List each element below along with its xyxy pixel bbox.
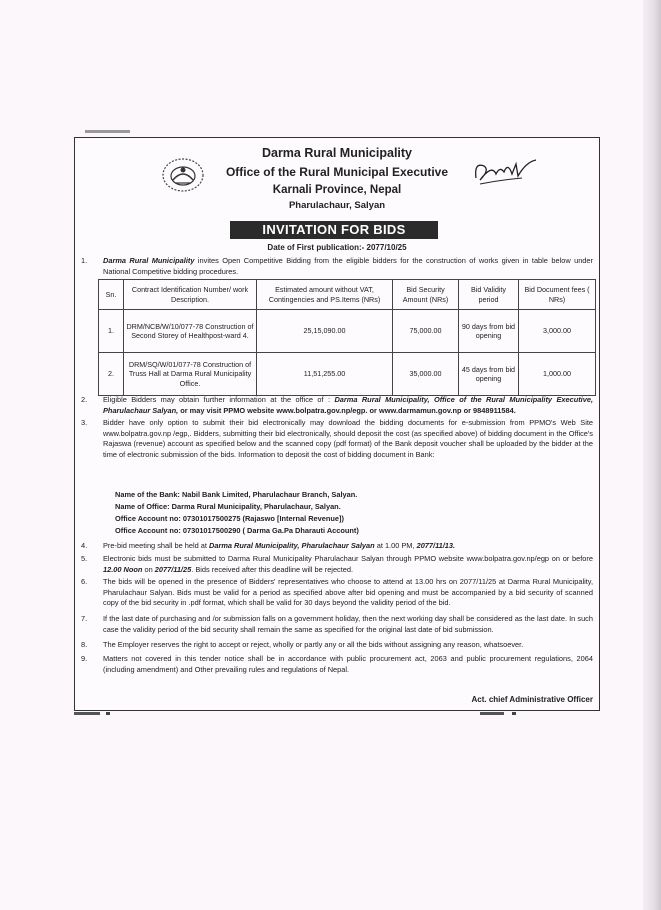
top-rule <box>85 130 130 133</box>
col-estimate: Estimated amount without VAT, Contingencies and PS.Items (NRs) <box>257 280 393 310</box>
col-validity: Bid Validity period <box>459 280 519 310</box>
col-sn: Sn. <box>99 280 124 310</box>
bottom-rule-right <box>480 712 504 715</box>
page-edge <box>643 0 661 910</box>
table-row: 2. DRM/SQ/W/01/077-78 Construction of Truss Hall at Darma Rural Municipality Office. 11,51,255.00 35,000.00 45 days from bid opening 1,000.00 <box>99 353 596 396</box>
office-name: Office of the Rural Municipal Executive <box>225 165 449 179</box>
col-security: Bid Security Amount (NRs) <box>393 280 459 310</box>
signatory-title: Act. chief Administrative Officer <box>471 695 593 704</box>
table-header-row <box>99 280 596 310</box>
invitation-banner: INVITATION FOR BIDS <box>230 221 438 239</box>
bottom-mark-right <box>512 712 516 715</box>
location-name: Pharulachaur, Salyan <box>288 200 386 211</box>
bid-notice: Darma Rural Municipality Office of the Rural Municipal Executive Karnali Province, Nepal Pharulachaur, Salyan INVITATION FOR BIDS Date of First publication:- 2077/10/25 1. Darma Rural Municipality invites Open Competitive Bidding from the eligible bidders for the construction of works given in table below under National Competitive bidding procedures. Sn. Contract Identification Number/ work Description. Estimated amount without VAT, Contingencies and PS.Items (NRs) Bid Security Amount (NRs) Bid Validity period Bid Document fees ( NRs) 1. DRM/NCB/W/10/077-78 Construction of Second Storey of Healthpost-ward 4. 25,15,090.00 75,000.00 90 days from bid opening 3,000.00 2. DRM/SQ/W/01/077-78 Construction of Truss Hall at Darma Rural Municipality Office. 11,51,255.00 35,000.00 45 days from bid opening 1,000.00 2. Eligible Bidders may obtain further information at the office of : Darma Rural Municipality, Office of the Rural Municipality Executive, Pharulachaur Salyan, or may visit PPMO website www.bolpatra.gov.np/egp. or www.darmamun.gov.np or 9848911584. 3. Bidder have only option to submit their bid electronically may download the bidding documents for e-submission from PPMO's Web Site www.bolpatra.gov.np /egp,. Bidders, submitting their bid electronically, should deposit the cost (as specified above) of bidding document in the Office's Rajaswa (revenue) account as specified below and the scanned copy (pdf format) of the Bank deposit voucher shall be uploaded by the bidder at the time of electronic submission of the bids. Information to deposit the cost of bidding document in Bank: Name of the Bank: Nabil Bank Limited, Pharulachaur Branch, Salyan. Name of Office: Darma Rural Municipality, Pharulachaur, Salyan. Office Account no: 07301017500275 (Rajaswo [Internal Revenue]) Office Account no: 07301017500290 ( Darma Ga.Pa Dharauti Account) 4. Pre-bid meeting shall be held at Darma Rural Municipality, Pharulachaur Salyan at 1.00 PM, 2077/11/13. 5. Electronic bids must be submitted to Darma Rural Municipality Pharulachaur Salyan through PPMO website www.bolpatra.gov.np/egp on or before 12.00 Noon on 2077/11/25. Bids received after this deadline will be rejected. 6. The bids will be opened in the presence of Bidders' representatives who choose to attend at 13.00 hrs on 2077/11/25 at Darma Rural Municipality, Pharulachaur Salyan. Bids must be valid for a period as specified above after bid opening and must be accompanied by a bid security of scanned copy of the bid security in .pdf format, which shall be valid for 30 days beyond the validity period of the bid. 7. If the last date of purchasing and /or submission falls on a government holiday, then the next working day shall be considered as the last date. In such case the validity period of the bid security shall remain the same as specified for the original last date of bid submission. 8. The Employer reserves the right to accept or reject, wholly or partly any or all the bids without assigning any reason, whatsoever. 9. Matters not covered in this tender notice shall be in accordance with public procurement act, 2063 and public procurement regulations, 2064 (including amendment) and Other prevailing rules and regulations of Nepal. Act. chief Administrative Officer <box>74 137 600 711</box>
province-name: Karnali Province, Nepal <box>272 184 402 196</box>
bank-office: Name of Office: Darma Rural Municipality, Pharulachaur, Salyan. <box>115 502 341 511</box>
municipality-name: Darma Rural Municipality <box>261 146 413 160</box>
publication-date: Date of First publication:- 2077/10/25 <box>267 243 407 252</box>
bank-account-2: Office Account no: 07301017500290 ( Darma Ga.Pa Dharauti Account) <box>115 526 359 535</box>
bank-name: Name of the Bank: Nabil Bank Limited, Pharulachaur Branch, Salyan. <box>115 490 358 499</box>
notice-header <box>75 144 599 211</box>
works-table <box>98 279 596 396</box>
table-row: 1. DRM/NCB/W/10/077-78 Construction of Second Storey of Healthpost-ward 4. 25,15,090.00 75,000.00 90 days from bid opening 3,000.00 <box>99 310 596 353</box>
bank-account-1: Office Account no: 07301017500275 (Rajaswo [Internal Revenue]) <box>115 514 344 523</box>
col-fees: Bid Document fees ( NRs) <box>519 280 596 310</box>
col-description: Contract Identification Number/ work Description. <box>124 280 257 310</box>
bottom-rule-left <box>74 712 100 715</box>
bottom-mark-left <box>106 712 110 715</box>
